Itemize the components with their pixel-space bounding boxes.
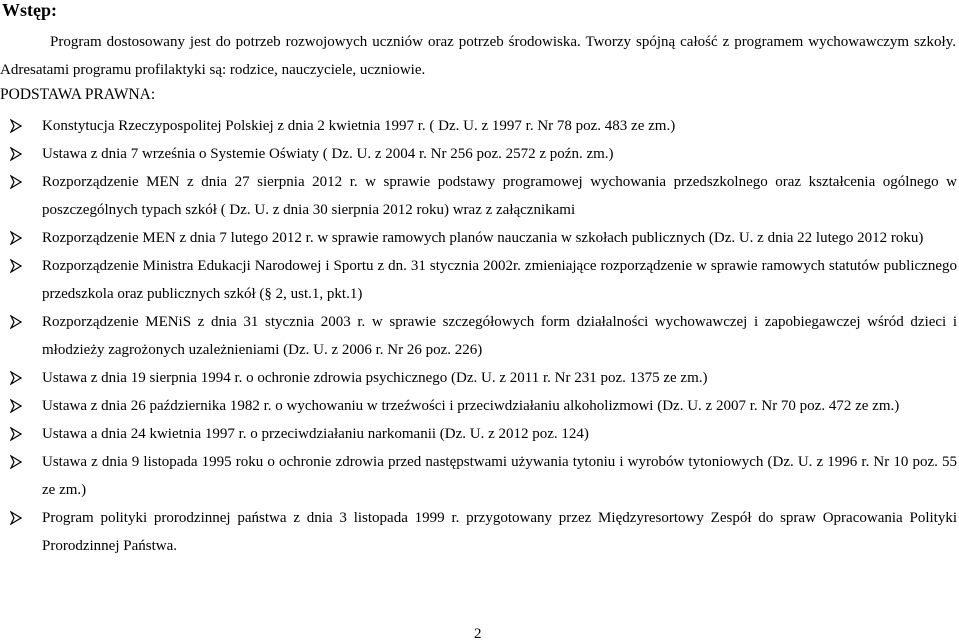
arrow-bullet-icon — [10, 427, 22, 441]
page-number: 2 — [474, 626, 482, 642]
list-item-text: Rozporządzenie MEN z dnia 27 sierpnia 2012 r. w sprawie podstawy programowej wychowania przedszkolnego oraz kształcenia ogólnego w poszczególnych typach szkół ( Dz. U. z dnia 30 sierpnia 2012 roku) wraz z załącznikami — [42, 174, 957, 218]
list-item-text: Rozporządzenie MEN z dnia 7 lutego 2012 r. w sprawie ramowych planów nauczania w szkołach publicznych (Dz. U. z dnia 22 lutego 2012 roku) — [42, 230, 924, 246]
list-item-text: Ustawa a dnia 24 kwietnia 1997 r. o przeciwdziałaniu narkomanii (Dz. U. z 2012 poz. 124) — [42, 426, 589, 442]
legal-basis-heading: PODSTAWA PRAWNA: — [0, 86, 156, 103]
arrow-bullet-icon — [10, 175, 22, 189]
list-item-text: Ustawa z dnia 9 listopada 1995 roku o ochronie zdrowia przed następstwami używania tytoniu i wyrobów tytoniowych (Dz. U. z 1996 r. Nr 10 poz. 55 ze zm.) — [42, 454, 957, 498]
arrow-bullet-icon — [10, 231, 22, 245]
list-item — [0, 504, 957, 560]
list-item — [0, 448, 957, 504]
arrow-bullet-icon — [10, 511, 22, 525]
list-item — [0, 112, 957, 140]
arrow-bullet-icon — [10, 371, 22, 385]
list-item-text: Rozporządzenie Ministra Edukacji Narodowej i Sportu z dn. 31 stycznia 2002r. zmieniające rozporządzenie w sprawie ramowych statutów publicznego przedszkola oraz publicznych szkół (§ 2, ust.1, pkt.1) — [42, 258, 957, 302]
arrow-bullet-icon — [10, 315, 22, 329]
legal-basis-list — [0, 112, 957, 560]
arrow-bullet-icon — [10, 147, 22, 161]
list-item-text: Ustawa z dnia 19 sierpnia 1994 r. o ochronie zdrowia psychicznego (Dz. U. z 2011 r. Nr 231 poz. 1375 ze zm.) — [42, 370, 708, 386]
arrow-bullet-icon — [10, 259, 22, 273]
list-item-text: Rozporządzenie MENiS z dnia 31 stycznia 2003 r. w sprawie szczegółowych form działalności wychowawczej i zapobiegawczej wśród dzieci i młodzieży zagrożonych uzależnieniami (Dz. U. z 2006 r. Nr 26 poz. 226) — [42, 314, 957, 358]
list-item-text: Program polityki prorodzinnej państwa z dnia 3 listopada 1999 r. przygotowany przez Międzyresortowy Zespół do spraw Opracowania Polityki Prorodzinnej Państwa. — [42, 510, 957, 554]
arrow-bullet-icon — [10, 399, 22, 413]
list-item — [0, 308, 957, 364]
list-item-text: Konstytucja Rzeczypospolitej Polskiej z dnia 2 kwietnia 1997 r. ( Dz. U. z 1997 r. Nr 78 poz. 483 ze zm.) — [42, 118, 676, 134]
list-item-text: Ustawa z dnia 26 października 1982 r. o wychowaniu w trzeźwości i przeciwdziałaniu alkoholizmowi (Dz. U. z 2007 r. Nr 70 poz. 472 ze zm.) — [42, 398, 900, 414]
list-item — [0, 392, 957, 420]
list-item — [0, 364, 957, 392]
list-item — [0, 140, 957, 168]
list-item-text: Ustawa z dnia 7 września o Systemie Oświaty ( Dz. U. z 2004 r. Nr 256 poz. 2572 z poźn. zm.) — [42, 146, 614, 162]
list-item — [0, 168, 957, 224]
arrow-bullet-icon — [10, 119, 22, 133]
section-heading: Wstęp: — [2, 0, 57, 20]
list-item — [0, 252, 957, 308]
list-item — [0, 224, 957, 252]
list-item — [0, 420, 957, 448]
arrow-bullet-icon — [10, 455, 22, 469]
intro-paragraph: Program dostosowany jest do potrzeb rozwojowych uczniów oraz potrzeb środowiska. Tworzy spójną całość z programem wychowawczym szkoły. Adresatami programu profilaktyki są: rodzice, nauczyciele, uczniowie. — [0, 34, 956, 78]
